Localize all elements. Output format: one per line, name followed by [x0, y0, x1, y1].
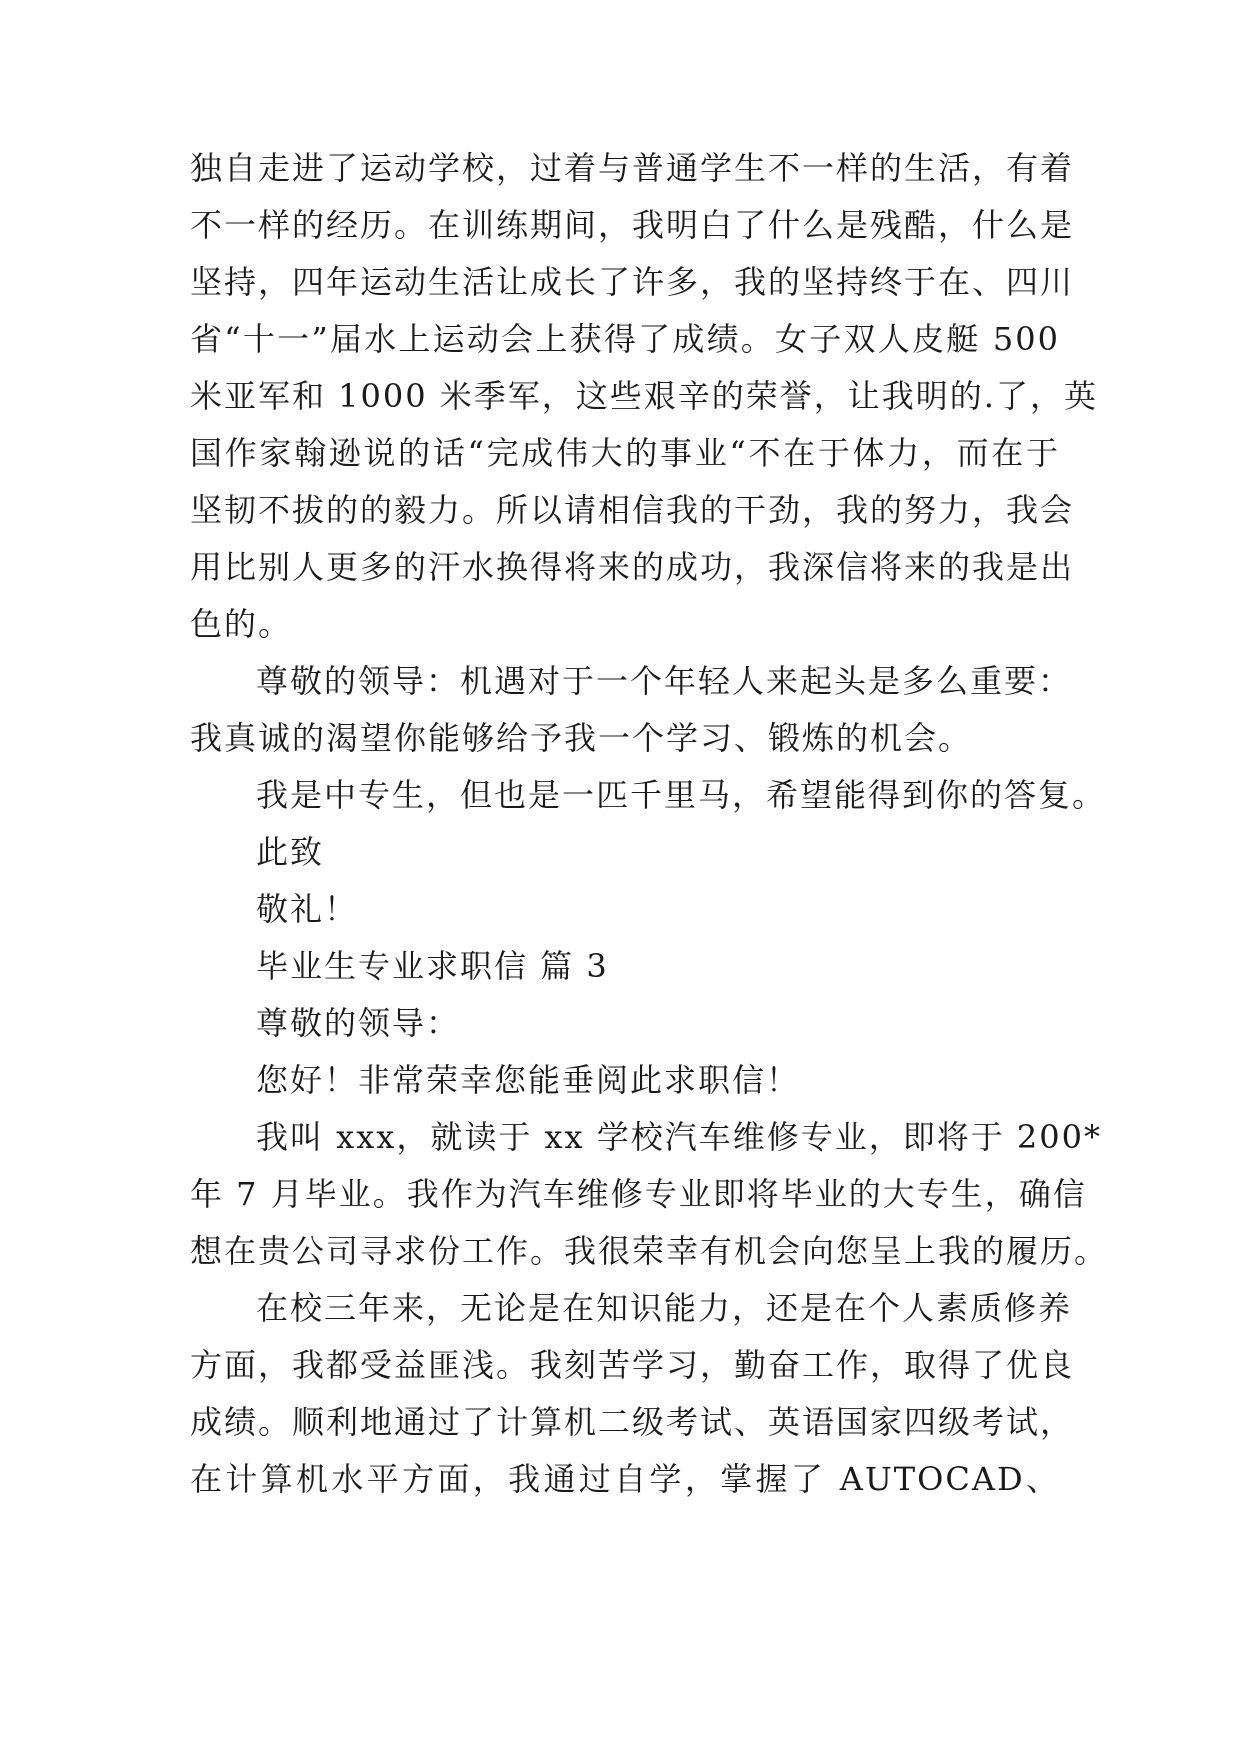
text-line: 在计算机水平方面，我通过自学，掌握了 AUTOCAD、	[190, 1460, 1060, 1498]
text-line: 国作家翰逊说的话“完成伟大的事业“不在于体力，而在于	[190, 434, 1060, 472]
text-line: 用比别人更多的汗水换得将来的成功，我深信将来的我是出	[190, 548, 1075, 586]
text-line: 方面，我都受益匪浅。我刻苦学习，勤奋工作，取得了优良	[190, 1346, 1075, 1384]
text-line: 不一样的经历。在训练期间，我明白了什么是残酷，什么是	[190, 206, 1075, 244]
text-line: 想在贵公司寻求份工作。我很荣幸有机会向您呈上我的履历。	[190, 1232, 1109, 1270]
text-line: 坚持，四年运动生活让成长了许多，我的坚持终于在、四川	[190, 263, 1075, 301]
text-line: 年 7 月毕业。我作为汽车维修专业即将毕业的大专生，确信	[190, 1175, 1087, 1213]
text-line: 成绩。顺利地通过了计算机二级考试、英语国家四级考试，	[190, 1403, 1075, 1441]
paragraph-start: 在校三年来，无论是在知识能力，还是在个人素质修养	[256, 1289, 1073, 1327]
text-line: 色的。	[190, 605, 293, 643]
salutation: 尊敬的领导：	[256, 1004, 461, 1042]
text-line: 独自走进了运动学校，过着与普通学生不一样的生活，有着	[190, 149, 1075, 187]
text-line: 我真诚的渴望你能够给予我一个学习、锻炼的机会。	[190, 719, 973, 757]
greeting-line: 您好！非常荣幸您能垂阅此求职信！	[256, 1061, 801, 1099]
paragraph-start: 尊敬的领导：机遇对于一个年轻人来起头是多么重要：	[256, 662, 1073, 700]
paragraph-start: 我是中专生，但也是一匹千里马，希望能得到你的答复。	[256, 776, 1107, 814]
paragraph-start: 我叫 xxx，就读于 xx 学校汽车维修专业，即将于 200*	[256, 1118, 1103, 1156]
text-line: 米亚军和 1000 米季军，这些艰辛的荣誉，让我明的.了，英	[190, 377, 1098, 415]
section-heading: 毕业生专业求职信 篇 3	[256, 947, 609, 985]
text-line: 坚韧不拔的的毅力。所以请相信我的干劲，我的努力，我会	[190, 491, 1075, 529]
closing-salutation: 敬礼！	[256, 890, 359, 928]
text-line: 省“十一”届水上运动会上获得了成绩。女子双人皮艇 500	[190, 320, 1060, 358]
closing-line: 此致	[256, 833, 325, 871]
